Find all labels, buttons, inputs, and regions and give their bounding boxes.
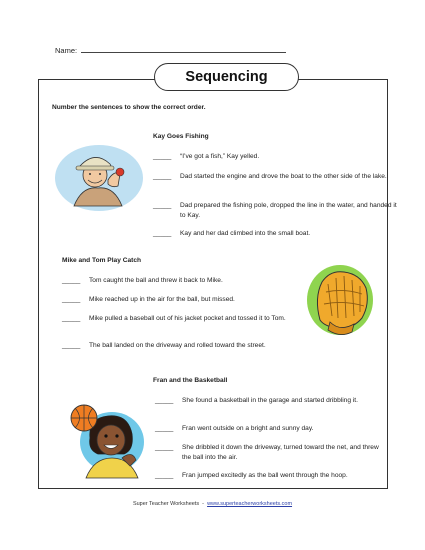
section-title-mike-tom: Mike and Tom Play Catch xyxy=(62,257,142,264)
sentence: Kay and her dad climbed into the small boat. xyxy=(180,230,311,237)
answer-blank[interactable]: _____ xyxy=(155,472,174,479)
name-blank[interactable] xyxy=(81,45,286,53)
fisher-illustration xyxy=(52,140,147,220)
sentence: Mike reached up in the air for the ball, but missed. xyxy=(89,296,235,303)
sentence: Mike pulled a baseball out of his jacket pocket and tossed it to Tom. xyxy=(89,315,286,322)
sentence: Fran went outside on a bright and sunny day. xyxy=(182,425,314,432)
sentence: She found a basketball in the garage and started dribbling it. xyxy=(182,397,358,404)
footer-site-name: Super Teacher Worksheets xyxy=(132,501,200,507)
answer-blank[interactable]: _____ xyxy=(155,397,174,404)
sentence: Tom caught the ball and threw it back to Mike. xyxy=(89,277,223,284)
page-title: Sequencing xyxy=(154,63,299,91)
sentence: Dad started the engine and drove the boat to the other side of the lake. xyxy=(180,173,387,180)
answer-blank[interactable]: _____ xyxy=(153,230,172,237)
sentence: Fran jumped excitedly as the ball went through the hoop. xyxy=(182,472,348,479)
answer-blank[interactable]: _____ xyxy=(153,153,172,160)
section-title-fran: Fran and the Basketball xyxy=(153,377,228,384)
sentence: “I’ve got a fish,” Kay yelled. xyxy=(180,153,260,160)
footer xyxy=(0,501,425,507)
sentence: The ball landed on the driveway and rolled toward the street. xyxy=(89,342,266,349)
footer-separator: - xyxy=(202,501,204,507)
instructions: Number the sentences to show the correct order. xyxy=(52,104,206,111)
section-title-kay: Kay Goes Fishing xyxy=(153,133,209,140)
answer-blank[interactable]: _____ xyxy=(153,202,172,209)
sentence: Dad prepared the fishing pole, dropped the line in the water, and handed it to Kay. xyxy=(180,202,397,219)
name-label: Name: xyxy=(55,46,78,55)
answer-blank[interactable]: _____ xyxy=(62,315,81,322)
sentence: She dribbled it down the driveway, turned toward the net, and threw the ball into the air. xyxy=(182,444,379,461)
answer-blank[interactable]: _____ xyxy=(155,425,174,432)
answer-blank[interactable]: _____ xyxy=(62,342,81,349)
name-line xyxy=(55,45,286,55)
answer-blank[interactable]: _____ xyxy=(62,277,81,284)
girl-basketball-illustration xyxy=(66,398,146,478)
footer-url-link[interactable]: www.superteacherworksheets.com xyxy=(207,501,293,507)
answer-blank[interactable]: _____ xyxy=(155,444,174,451)
answer-blank[interactable]: _____ xyxy=(62,296,81,303)
answer-blank[interactable]: _____ xyxy=(153,173,172,180)
baseball-glove-illustration xyxy=(306,262,376,342)
